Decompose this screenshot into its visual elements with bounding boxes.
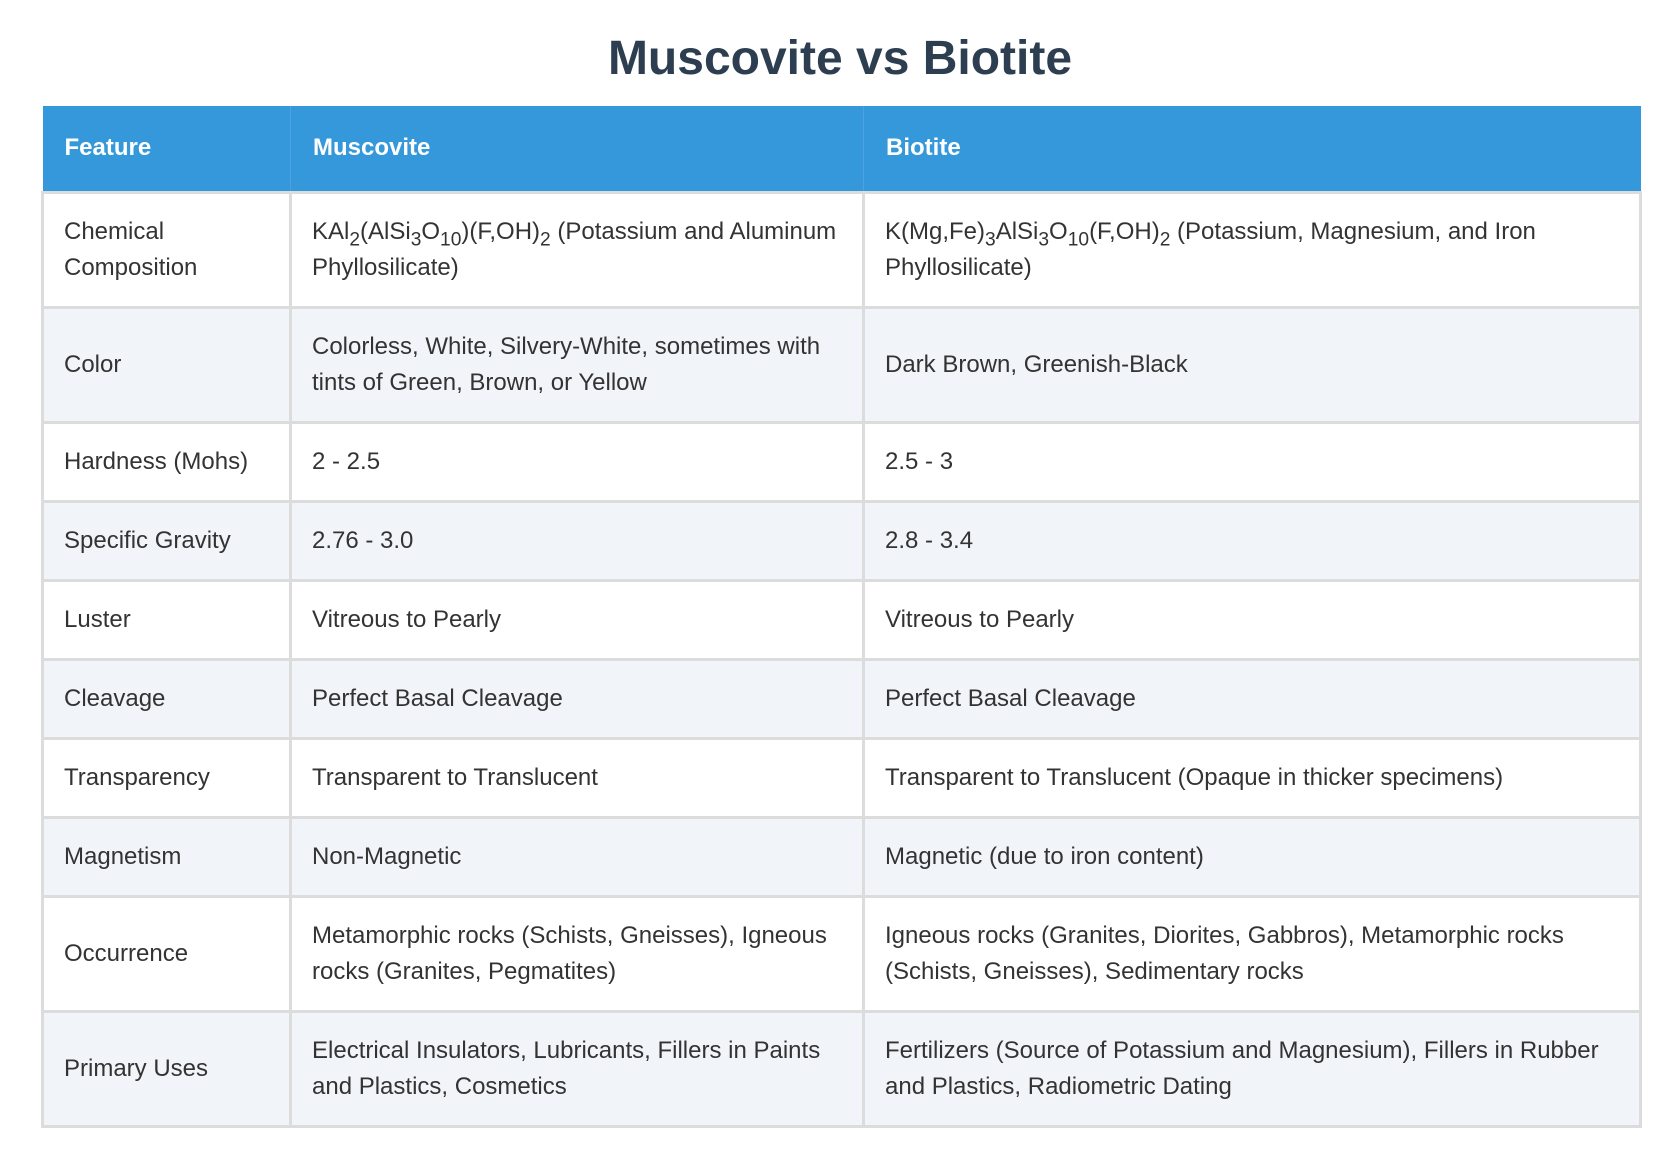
comparison-table [41,106,1642,1128]
table-row [43,423,1641,502]
muscovite-cell: Vitreous to Pearly [291,581,864,660]
biotite-cell: Igneous rocks (Granites, Diorites, Gabbros), Metamorphic rocks (Schists, Gneisses), Sedimentary rocks [864,897,1641,1012]
formula-text: O [421,218,441,245]
muscovite-cell: Electrical Insulators, Lubricants, Fillers in Paints and Plastics, Cosmetics [291,1012,864,1127]
subscript: 2 [349,229,361,251]
subscript: 2 [540,229,551,251]
feature-cell: Magnetism [43,818,291,897]
table-row [43,1012,1641,1127]
biotite-cell: Fertilizers (Source of Potassium and Magnesium), Fillers in Rubber and Plastics, Radiometric Dating [864,1012,1641,1127]
biotite-cell: Vitreous to Pearly [864,581,1641,660]
muscovite-cell: Metamorphic rocks (Schists, Gneisses), Igneous rocks (Granites, Pegmatites) [291,897,864,1012]
feature-cell: Hardness (Mohs) [43,423,291,502]
header-biotite: Biotite [864,106,1641,193]
muscovite-cell: 2.76 - 3.0 [291,502,864,581]
table-row [43,308,1641,423]
feature-cell: Occurrence [43,897,291,1012]
formula-text: K(Mg,Fe) [885,218,986,245]
biotite-cell: Magnetic (due to iron content) [864,818,1641,897]
feature-cell: Color [43,308,291,423]
muscovite-cell: Colorless, White, Silvery-White, sometimes with tints of Green, Brown, or Yellow [291,308,864,423]
header-muscovite: Muscovite [291,106,864,193]
table-row [43,193,1641,308]
biotite-cell [864,193,1641,308]
table-header [43,106,1641,193]
subscript: 3 [1038,229,1050,251]
feature-cell: Luster [43,581,291,660]
table-row [43,897,1641,1012]
formula-text: O [1049,218,1068,245]
subscript: 10 [440,229,462,251]
feature-cell: Transparency [43,739,291,818]
header-feature: Feature [43,106,291,193]
muscovite-cell [291,193,864,308]
table-row [43,739,1641,818]
muscovite-cell: Transparent to Translucent [291,739,864,818]
table-row [43,660,1641,739]
formula-text: (Potassium, Magnesium, and Iron Phyllosilicate) [885,218,1536,281]
formula-text: (AlSi [360,218,411,245]
feature-cell: Specific Gravity [43,502,291,581]
table-body [43,193,1641,1127]
formula-text: (F,OH) [1089,218,1160,245]
subscript: 3 [985,229,996,251]
formula-text: AlSi [995,218,1039,245]
table-row [43,818,1641,897]
page-title: Muscovite vs Biotite [607,32,1073,85]
biotite-cell: Transparent to Translucent (Opaque in thicker specimens) [864,739,1641,818]
subscript: 10 [1067,229,1090,251]
biotite-cell: Dark Brown, Greenish-Black [864,308,1641,423]
formula-text: (Potassium and Aluminum Phyllosilicate) [312,218,837,281]
biotite-cell: 2.5 - 3 [864,423,1641,502]
feature-cell: Primary Uses [43,1012,291,1127]
biotite-cell: Perfect Basal Cleavage [864,660,1641,739]
table-row [43,502,1641,581]
biotite-cell: 2.8 - 3.4 [864,502,1641,581]
subscript: 3 [410,229,422,251]
feature-cell: Cleavage [43,660,291,739]
formula-text: KAl [312,218,350,245]
muscovite-cell: Non-Magnetic [291,818,864,897]
feature-cell: Chemical Composition [43,193,291,308]
formula-text: )(F,OH) [461,218,541,245]
header-row [43,106,1641,193]
muscovite-cell: Perfect Basal Cleavage [291,660,864,739]
table-row [43,581,1641,660]
subscript: 2 [1159,229,1171,251]
muscovite-cell: 2 - 2.5 [291,423,864,502]
